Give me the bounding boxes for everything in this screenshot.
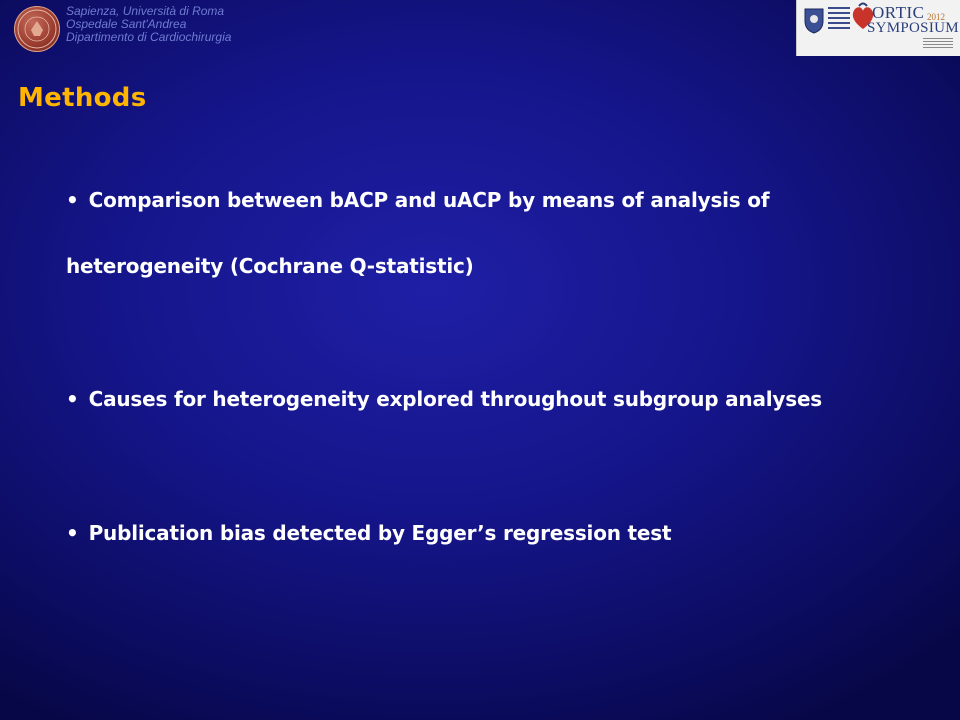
slide-title: Methods [18, 83, 147, 113]
bullet-text: Comparison between bACP and uACP by means of analysis of heterogeneity (Cochrane Q-statistic) [66, 188, 770, 278]
symposium-dates-caption [923, 38, 953, 50]
university-seal-logo [14, 6, 60, 52]
bullet-text: Publication bias detected by Egger’s regression test [88, 521, 672, 545]
bullet-dot: • [66, 387, 79, 411]
bullet-dot: • [66, 521, 79, 545]
symposium-word-aortic: ORTIC [872, 3, 925, 22]
institution-text [66, 5, 231, 44]
university-name: Sapienza, Università di Roma [66, 4, 225, 18]
bullet-item [66, 167, 926, 299]
bullet-text: Causes for heterogeneity explored throughout subgroup analyses [88, 387, 823, 411]
association-logo-text [828, 7, 850, 37]
slide-header [0, 0, 960, 58]
symposium-word-symposium: SYMPOSIUM [867, 20, 959, 36]
bullet-dot: • [66, 188, 79, 212]
bullet-item [66, 500, 926, 566]
hospital-name: Ospedale Sant'Andrea [66, 17, 187, 31]
symposium-logo-panel [796, 0, 960, 56]
crest-icon [803, 6, 825, 34]
symposium-year: 2012 [927, 12, 945, 22]
bullet-item [66, 366, 926, 432]
department-name: Dipartimento di Cardiochirurgia [66, 30, 232, 44]
